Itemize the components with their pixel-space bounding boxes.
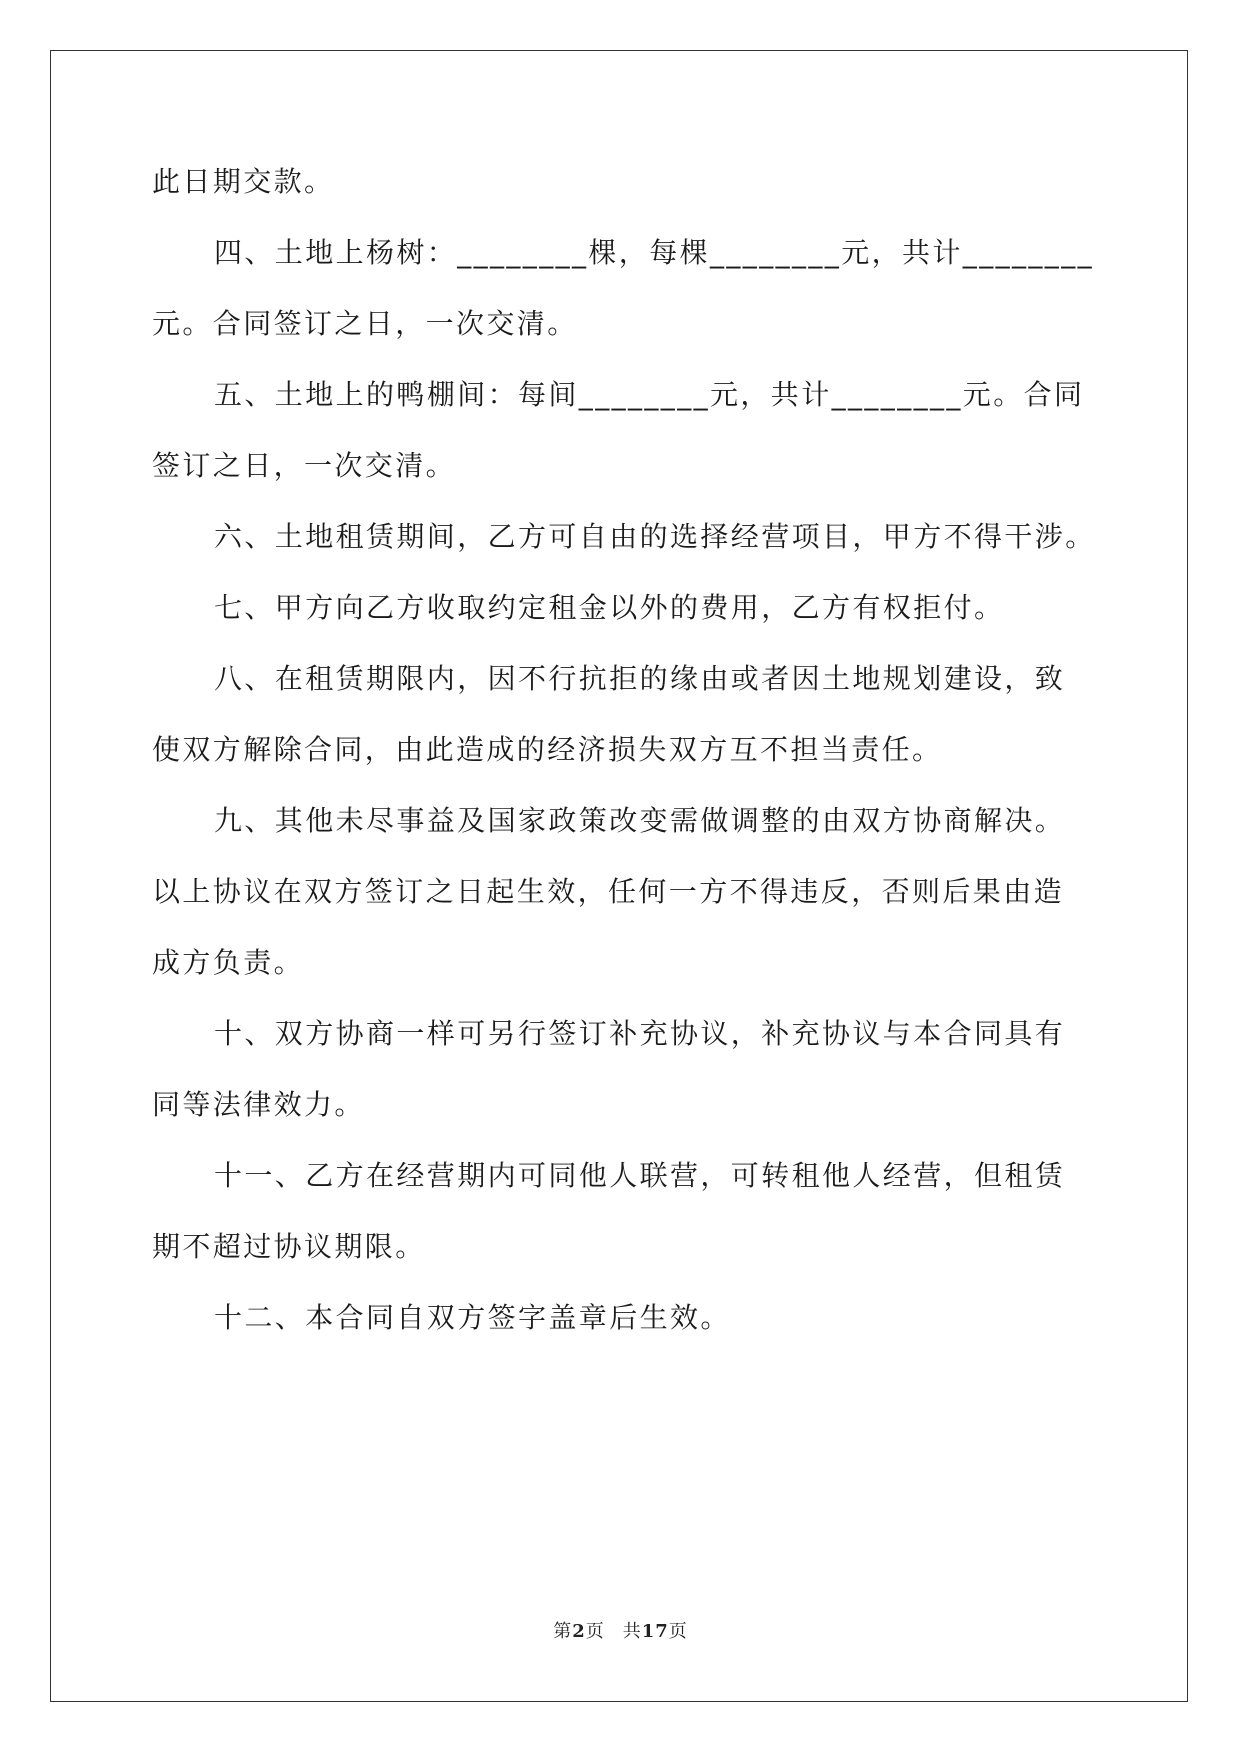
clause-11: 十一、乙方在经营期内可同他人联营，可转租他人经营，但租赁 bbox=[214, 1159, 1066, 1192]
clause-6: 六、土地租赁期间，乙方可自由的选择经营项目，甲方不得干涉。 bbox=[214, 520, 1096, 553]
text-line: 期不超过协议期限。 bbox=[152, 1230, 426, 1263]
clause-9: 九、其他未尽事益及国家政策改变需做调整的由双方协商解决。 bbox=[214, 804, 1066, 837]
page-prefix: 第 bbox=[553, 1621, 573, 1642]
clause-7: 七、甲方向乙方收取约定租金以外的费用，乙方有权拒付。 bbox=[214, 591, 1005, 624]
total-pages: 17 bbox=[641, 1621, 669, 1642]
clause-4-trees: 四、土地上杨树：________棵，每棵________元，共计________ bbox=[214, 236, 1095, 269]
clause-10: 十、双方协商一样可另行签订补充协议，补充协议与本合同具有 bbox=[214, 1017, 1066, 1050]
total-prefix: 共 bbox=[622, 1621, 642, 1642]
text-line: 签订之日，一次交清。 bbox=[152, 449, 457, 482]
text-line: 元。合同签订之日，一次交清。 bbox=[152, 307, 578, 340]
clause-12: 十二、本合同自双方签字盖章后生效。 bbox=[214, 1301, 731, 1334]
page-suffix: 页 bbox=[585, 1621, 605, 1642]
text-line: 以上协议在双方签订之日起生效，任何一方不得违反，否则后果由造 bbox=[152, 875, 1065, 908]
text-line: 同等法律效力。 bbox=[152, 1088, 365, 1121]
total-suffix: 页 bbox=[668, 1621, 688, 1642]
text-line: 成方负责。 bbox=[152, 946, 305, 979]
clause-5-duck-sheds: 五、土地上的鸭棚间：每间________元，共计________元。合同 bbox=[214, 378, 1085, 411]
page-footer bbox=[0, 1617, 1241, 1643]
text-line: 此日期交款。 bbox=[152, 165, 335, 198]
clause-8: 八、在租赁期限内，因不行抗拒的缘由或者因土地规划建设，致 bbox=[214, 662, 1066, 695]
page-number: 2 bbox=[572, 1621, 586, 1642]
text-line: 使双方解除合同，由此造成的经济损失双方互不担当责任。 bbox=[152, 733, 943, 766]
